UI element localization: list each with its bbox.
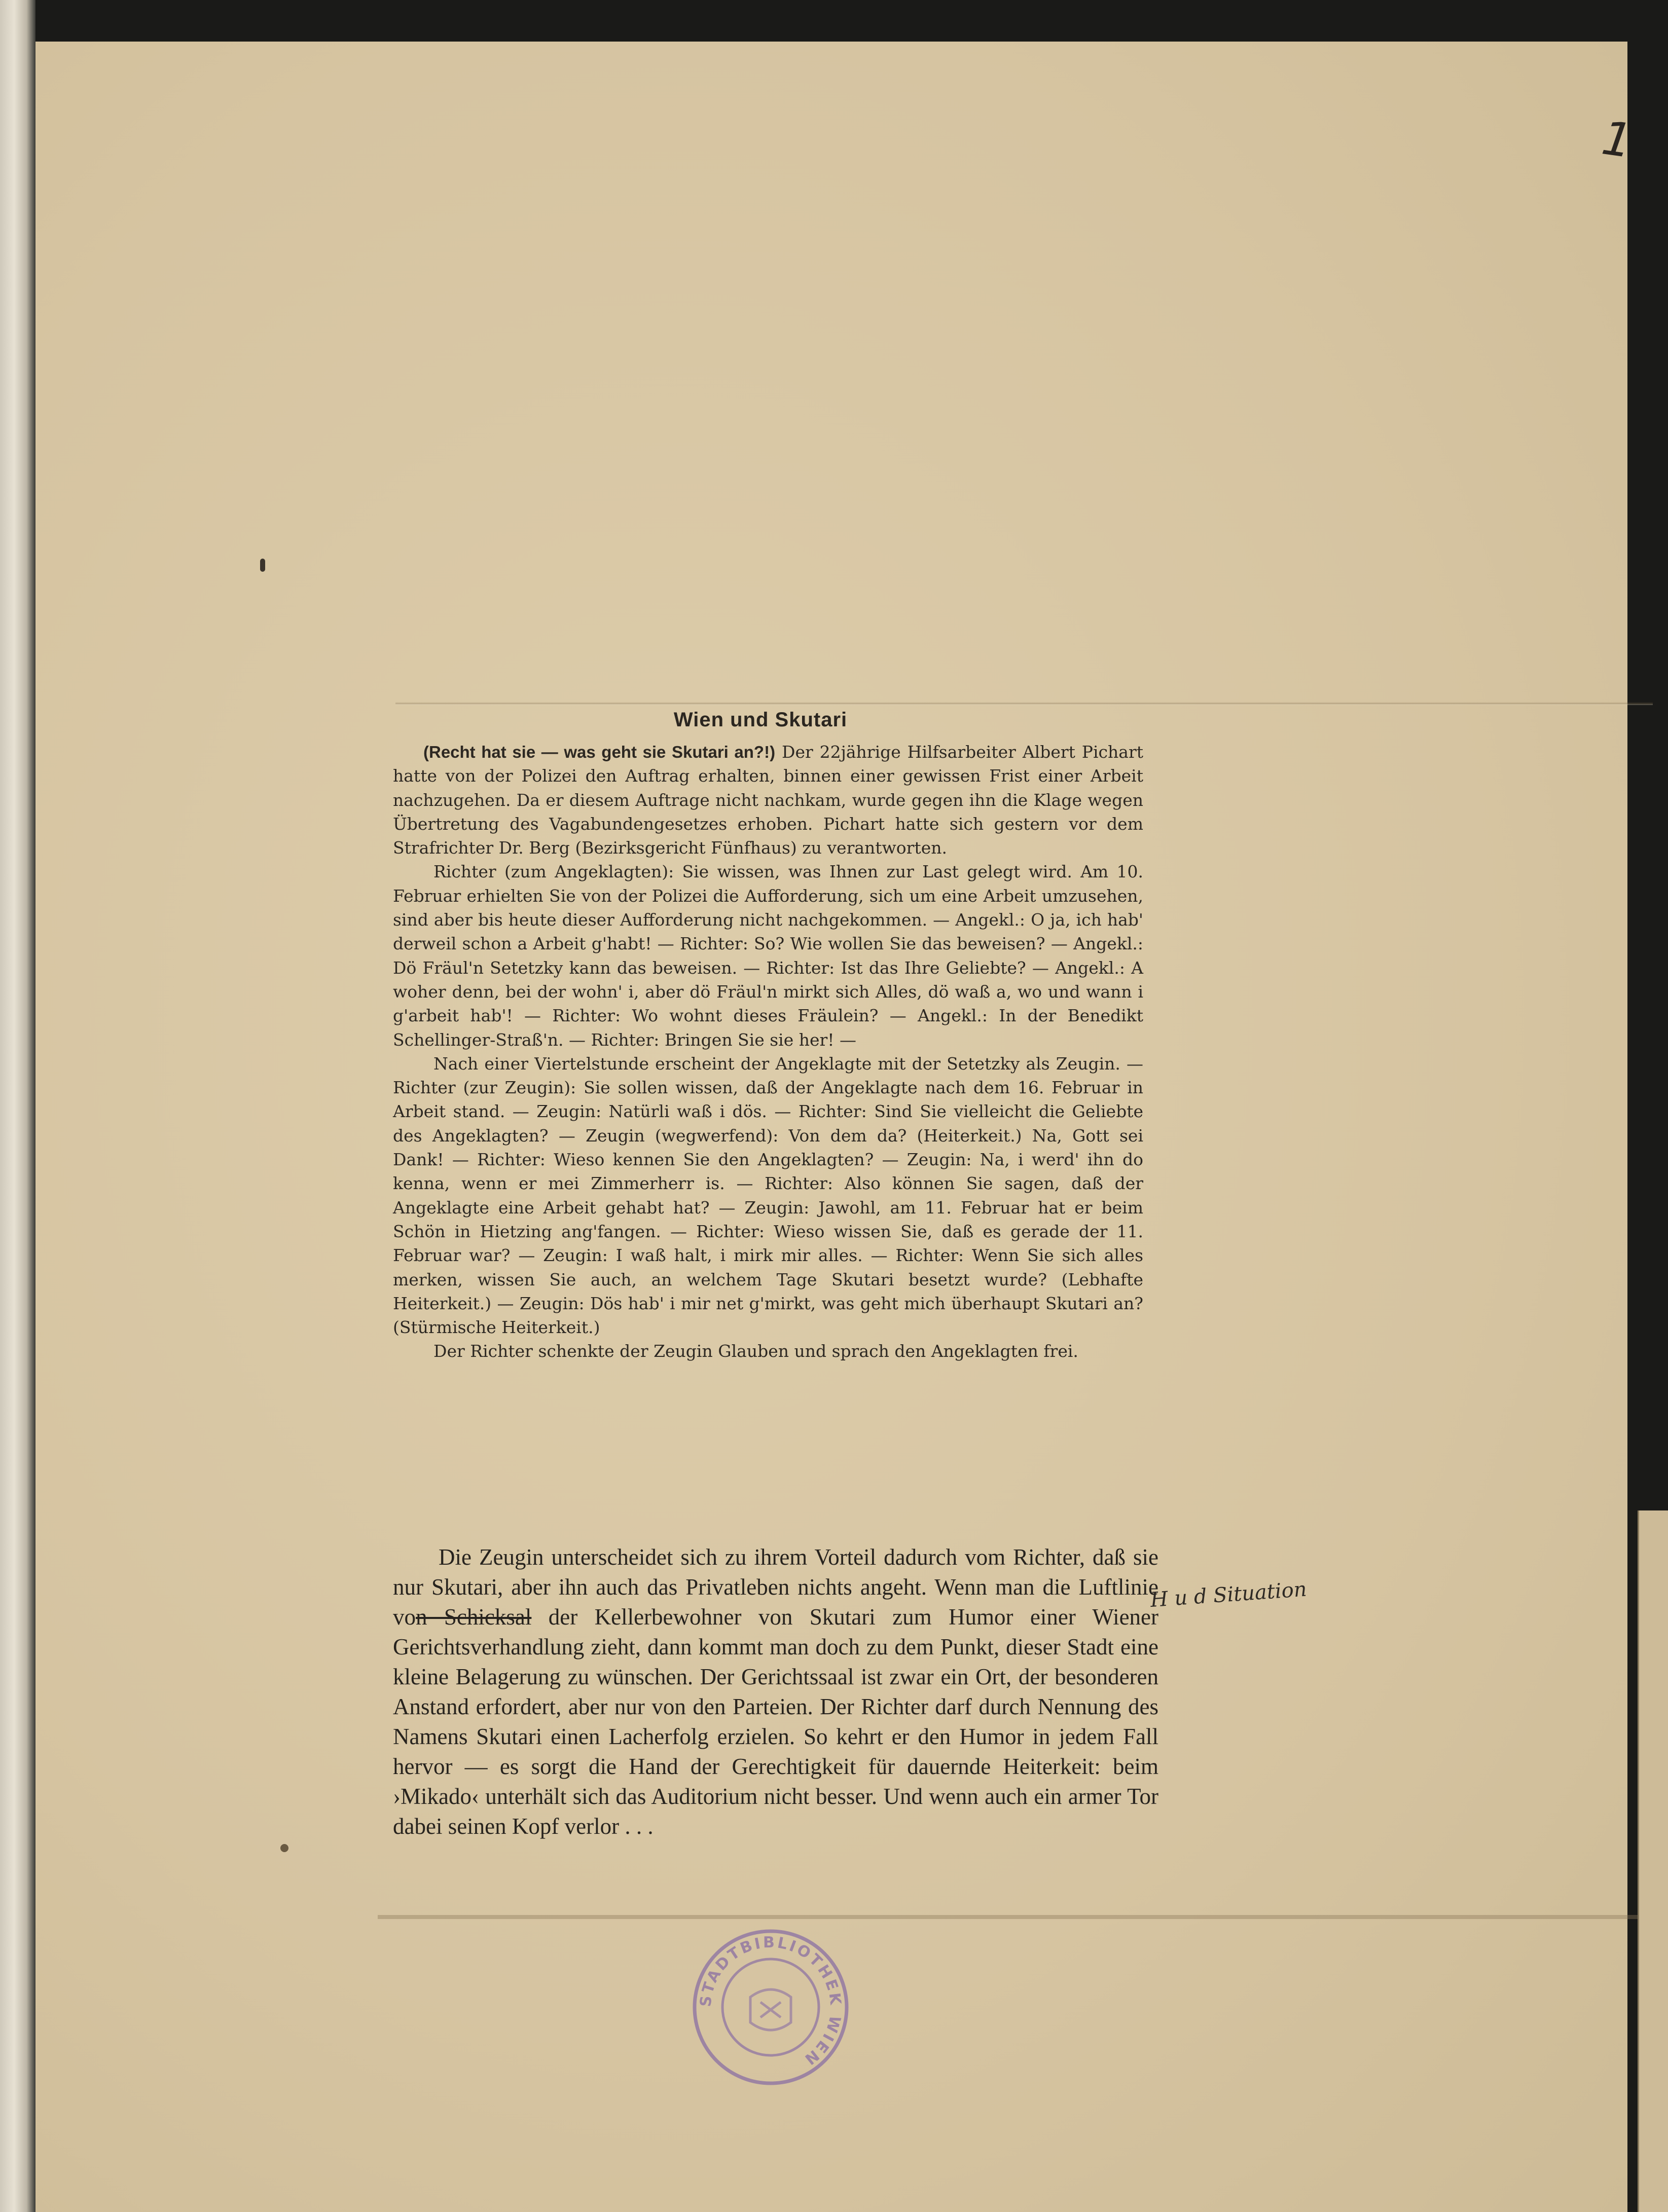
- article-title: Wien und Skutari: [673, 709, 848, 731]
- article-paragraph-1: [393, 740, 1143, 860]
- book-binding-edge: [0, 0, 35, 2212]
- clipping-bottom-edge: [378, 1915, 1638, 1919]
- ink-spot: [260, 559, 265, 572]
- article-paragraph-3: Nach einer Viertelstunde erscheint der Angeklagte mit der Setetzky als Zeugin. — Richter (zur Zeugin): Sie sollen wissen, daß der Angeklagte nach dem 16. Februar in Arbeit stand. — Zeugin: Natürli waß i dös. — Richter: Sind Sie vielleicht die Geliebte des Angeklagten? — Zeugin (wegwerfend): Von dem da? (Heiterkeit.) Na, Gott sei Dank! — Richter: Wieso kennen Sie den Angeklagten? — Zeugin: Na, i werd' ihn do kenna, wenn er mei Zimmerherr is. — Richter: Also können Sie sagen, daß der Angeklagte eine Arbeit gehabt hat? — Zeugin: Jawohl, am 11. Februar hat er beim Schön in Hietzing ang'fangen. — Richter: Wieso wissen Sie, daß es gerade der 11. Februar war? — Zeugin: I waß halt, i mirk mir alles. — Richter: Wenn Sie sich alles merken, wissen Sie auch, an welchem Tage Skutari besetzt wurde? (Lebhafte Heiterkeit.) — Zeugin: Dös hab' i mir net g'mirkt, was geht mich überhaupt Skutari an? (Stürmische Heiterkeit.): [393, 1053, 1143, 1338]
- commentary-text-2: der Kellerbewohner von Skutari zum Humor einer Wiener Gerichtsverhandlung zieht, dann kommt man doch zu dem Punkt, dieser Stadt eine kleine Belagerung zu wünschen. Der Gerichtssaal ist zwar ein Ort, der besonderen Anstand erfordert, aber nur von den Parteien. Der Richter darf durch Nennung des Namens Skutari einen Lacherfolg erzielen. So kehrt er den Humor in jedem Fall hervor — es sorgt die Hand der Gerechtigkeit für dauernde Heiterkeit: beim ›Mikado‹ unterhält sich das Auditorium nicht besser. Und wenn auch ein armer Tor dabei seinen Kopf verlor . . .: [393, 1604, 1158, 1839]
- article-paragraph-2: Richter (zum Angeklagten): Sie wissen, was Ihnen zur Last gelegt wird. Am 10. Februar erhielten Sie von der Polizei die Aufforderung, sich um eine Arbeit umzusehen, sind aber bis heute dieser Aufforderung nicht nachgekommen. — Angekl.: O ja, ich hab' derweil schon a Arbeit g'habt! — Richter: So? Wie wollen Sie das beweisen? — Angekl.: Dö Fräul'n Setetzky kann das beweisen. — Richter: Ist das Ihre Geliebte? — Angekl.: A woher denn, bei der wohn' i, aber dö Fräul'n mirkt sich Alles, dö waß a, wo und wann i g'arbeit hab'! — Richter: Wo wohnt dieses Fräulein? — Angekl.: In der Benedikt Schellinger-Straß'n. — Richter: Bringen Sie sie her! —: [393, 862, 1143, 1050]
- commentary-text-1: Die Zeugin unterscheidet sich zu ihrem Vorteil dadurch vom Richter, daß sie nur Skutari, aber ihn auch das Privatleben nichts angeht. Wenn man die Luftlinie vo: [393, 1544, 1158, 1630]
- newspaper-clipping: [378, 694, 1174, 1916]
- article-paragraph-1-text: Der 22jährige Hilfsarbeiter Albert Pichart hatte von der Polizei den Auftrag erhalten, binnen einer gewissen Frist einer Arbeit nachzugehen. Da er diesem Auftrage nicht nachkam, wurde gegen ihn die Klage wegen Übertretung des Vagabundengesetzes erhoben. Pichart hatte sich gestern vor dem Strafrichter Dr. Berg (Bezirksgericht Fünfhaus) zu verantworten.: [393, 742, 1143, 858]
- article-lead: (Recht hat sie — was geht sie Skutari an?!): [423, 743, 776, 761]
- struck-text: n Schicksal: [416, 1604, 532, 1630]
- handwritten-note: H u d Situation: [1149, 1577, 1308, 1612]
- library-stamp-seal: [690, 1926, 852, 2088]
- page-number: 1: [1599, 110, 1636, 169]
- paper-spot: [280, 1844, 288, 1852]
- commentary-paragraph: [393, 1542, 1158, 1841]
- folded-paper-edge: [1638, 1510, 1668, 2212]
- svg-text:STADTBIBLIOTHEK WIEN: STADTBIBLIOTHEK WIEN: [697, 1933, 845, 2070]
- library-stamp: [690, 1926, 852, 2088]
- commentary-body: [393, 1542, 1158, 1841]
- fold-crease: [395, 702, 1653, 705]
- article-body: [393, 740, 1143, 1363]
- article-paragraph-4: Der Richter schenkte der Zeugin Glauben und sprach den Angeklagten frei.: [433, 1341, 1078, 1361]
